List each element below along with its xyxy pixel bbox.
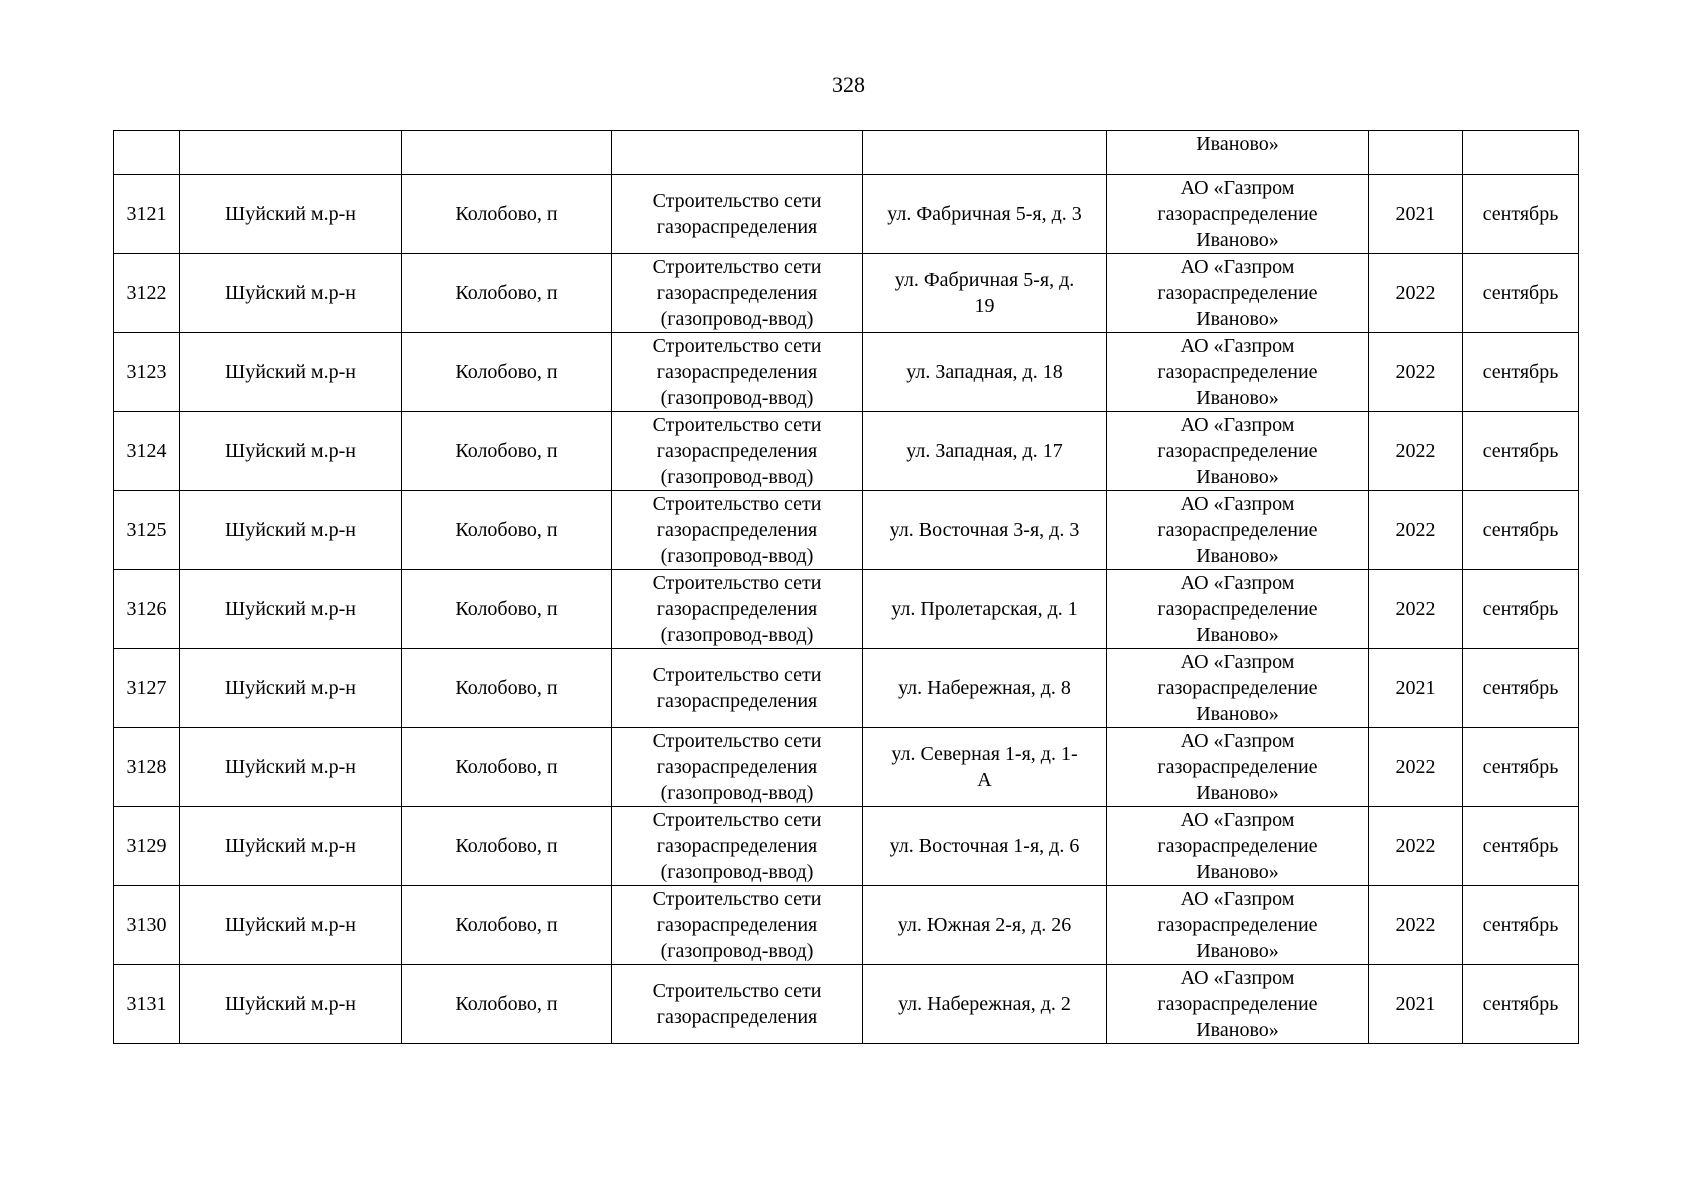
gasification-schedule-table	[113, 130, 1579, 1044]
cell-district: Шуйский м.р-н	[180, 491, 402, 570]
table-row	[114, 412, 1579, 491]
cell-num: 3122	[114, 254, 180, 333]
cell-num: 3125	[114, 491, 180, 570]
cell-settlement: Колобово, п	[402, 412, 612, 491]
cell-num: 3121	[114, 175, 180, 254]
cell-district: Шуйский м.р-н	[180, 649, 402, 728]
cell-district: Шуйский м.р-н	[180, 807, 402, 886]
cell-settlement: Колобово, п	[402, 175, 612, 254]
cell-num: 3123	[114, 333, 180, 412]
cell-work: Строительство сети газораспределения	[612, 649, 863, 728]
cell-year: 2022	[1369, 570, 1463, 649]
cell-work	[612, 131, 863, 175]
table-row	[114, 886, 1579, 965]
cell-settlement: Колобово, п	[402, 728, 612, 807]
cell-month: сентябрь	[1463, 412, 1579, 491]
cell-settlement: Колобово, п	[402, 254, 612, 333]
table-row	[114, 649, 1579, 728]
table-row	[114, 965, 1579, 1044]
cell-district: Шуйский м.р-н	[180, 412, 402, 491]
cell-operator: АО «Газпром газораспределение Иваново»	[1107, 649, 1369, 728]
cell-settlement: Колобово, п	[402, 649, 612, 728]
cell-month	[1463, 131, 1579, 175]
cell-year: 2021	[1369, 649, 1463, 728]
cell-num: 3128	[114, 728, 180, 807]
cell-work: Строительство сети газораспределения (газопровод-ввод)	[612, 333, 863, 412]
cell-address: ул. Восточная 3-я, д. 3	[863, 491, 1107, 570]
cell-work: Строительство сети газораспределения (газопровод-ввод)	[612, 491, 863, 570]
cell-year: 2022	[1369, 333, 1463, 412]
cell-num: 3130	[114, 886, 180, 965]
cell-operator: АО «Газпром газораспределение Иваново»	[1107, 175, 1369, 254]
cell-num: 3129	[114, 807, 180, 886]
cell-work: Строительство сети газораспределения	[612, 175, 863, 254]
cell-month: сентябрь	[1463, 254, 1579, 333]
cell-month: сентябрь	[1463, 333, 1579, 412]
cell-num: 3127	[114, 649, 180, 728]
cell-district: Шуйский м.р-н	[180, 728, 402, 807]
cell-month: сентябрь	[1463, 175, 1579, 254]
cell-settlement: Колобово, п	[402, 570, 612, 649]
cell-num: 3131	[114, 965, 180, 1044]
cell-district: Шуйский м.р-н	[180, 965, 402, 1044]
cell-operator: АО «Газпром газораспределение Иваново»	[1107, 254, 1369, 333]
cell-district: Шуйский м.р-н	[180, 333, 402, 412]
cell-year: 2022	[1369, 412, 1463, 491]
cell-address: ул. Западная, д. 17	[863, 412, 1107, 491]
cell-work: Строительство сети газораспределения (газопровод-ввод)	[612, 412, 863, 491]
cell-address: ул. Набережная, д. 2	[863, 965, 1107, 1044]
page-number: 328	[832, 72, 865, 97]
cell-district: Шуйский м.р-н	[180, 886, 402, 965]
table-row	[114, 728, 1579, 807]
cell-month: сентябрь	[1463, 886, 1579, 965]
cell-settlement: Колобово, п	[402, 886, 612, 965]
cell-year: 2021	[1369, 965, 1463, 1044]
cell-operator: АО «Газпром газораспределение Иваново»	[1107, 728, 1369, 807]
cell-month: сентябрь	[1463, 491, 1579, 570]
cell-settlement: Колобово, п	[402, 491, 612, 570]
cell-district: Шуйский м.р-н	[180, 570, 402, 649]
cell-operator: АО «Газпром газораспределение Иваново»	[1107, 570, 1369, 649]
table-row	[114, 254, 1579, 333]
cell-month: сентябрь	[1463, 807, 1579, 886]
cell-address: ул. Набережная, д. 8	[863, 649, 1107, 728]
cell-address: ул. Фабричная 5-я, д. 3	[863, 175, 1107, 254]
cell-num: 3124	[114, 412, 180, 491]
cell-work: Строительство сети газораспределения (газопровод-ввод)	[612, 728, 863, 807]
cell-district: Шуйский м.р-н	[180, 254, 402, 333]
table-body	[114, 131, 1579, 1044]
cell-address	[863, 131, 1107, 175]
table-row	[114, 570, 1579, 649]
cell-address: ул. Пролетарская, д. 1	[863, 570, 1107, 649]
cell-num: 3126	[114, 570, 180, 649]
cell-work: Строительство сети газораспределения (газопровод-ввод)	[612, 886, 863, 965]
cell-month: сентябрь	[1463, 965, 1579, 1044]
cell-num	[114, 131, 180, 175]
cell-work: Строительство сети газораспределения (газопровод-ввод)	[612, 254, 863, 333]
cell-operator: АО «Газпром газораспределение Иваново»	[1107, 807, 1369, 886]
cell-month: сентябрь	[1463, 649, 1579, 728]
cell-address: ул. Южная 2-я, д. 26	[863, 886, 1107, 965]
cell-work: Строительство сети газораспределения (газопровод-ввод)	[612, 570, 863, 649]
cell-address: ул. Фабричная 5-я, д. 19	[863, 254, 1107, 333]
cell-settlement: Колобово, п	[402, 333, 612, 412]
cell-settlement	[402, 131, 612, 175]
cell-month: сентябрь	[1463, 570, 1579, 649]
cell-year: 2022	[1369, 491, 1463, 570]
cell-address: ул. Восточная 1-я, д. 6	[863, 807, 1107, 886]
cell-address: ул. Западная, д. 18	[863, 333, 1107, 412]
cell-operator: Иваново»	[1107, 131, 1369, 175]
table-row	[114, 491, 1579, 570]
cell-district	[180, 131, 402, 175]
cell-work: Строительство сети газораспределения	[612, 965, 863, 1044]
continuation-row	[114, 131, 1579, 175]
cell-year: 2022	[1369, 728, 1463, 807]
table-row	[114, 807, 1579, 886]
cell-operator: АО «Газпром газораспределение Иваново»	[1107, 965, 1369, 1044]
cell-year: 2021	[1369, 175, 1463, 254]
cell-settlement: Колобово, п	[402, 807, 612, 886]
cell-month: сентябрь	[1463, 728, 1579, 807]
cell-year	[1369, 131, 1463, 175]
cell-district: Шуйский м.р-н	[180, 175, 402, 254]
cell-year: 2022	[1369, 886, 1463, 965]
table-row	[114, 333, 1579, 412]
cell-year: 2022	[1369, 254, 1463, 333]
cell-work: Строительство сети газораспределения (газопровод-ввод)	[612, 807, 863, 886]
cell-address: ул. Северная 1-я, д. 1- А	[863, 728, 1107, 807]
cell-settlement: Колобово, п	[402, 965, 612, 1044]
cell-operator: АО «Газпром газораспределение Иваново»	[1107, 491, 1369, 570]
cell-operator: АО «Газпром газораспределение Иваново»	[1107, 886, 1369, 965]
cell-year: 2022	[1369, 807, 1463, 886]
cell-operator: АО «Газпром газораспределение Иваново»	[1107, 412, 1369, 491]
table-row	[114, 175, 1579, 254]
cell-operator: АО «Газпром газораспределение Иваново»	[1107, 333, 1369, 412]
